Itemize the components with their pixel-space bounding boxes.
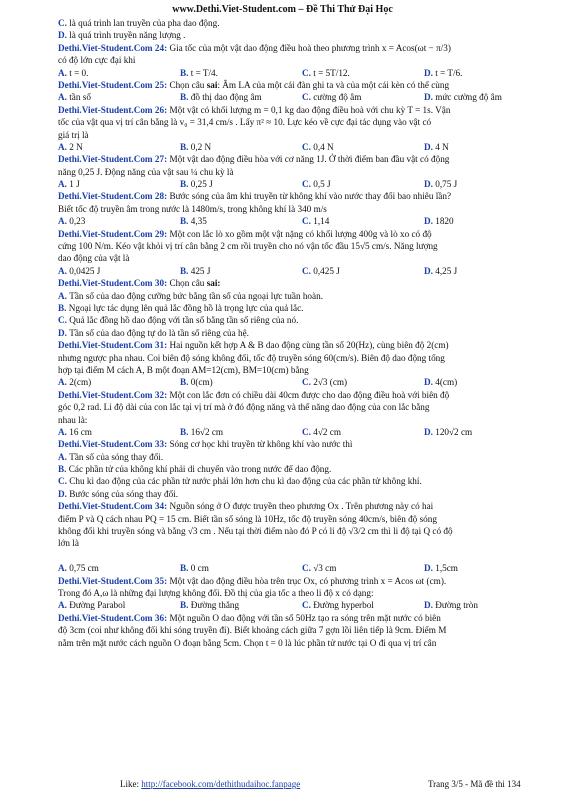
question-source: Dethi.Viet-Student.Com 30:	[58, 278, 170, 289]
text-line	[58, 376, 548, 388]
question-source: Dethi.Viet-Student.Com 32:	[58, 389, 170, 400]
line-text: Trong đó A,ω là những đại lượng không đổi. Đồ thị của gia tốc a theo li độ x có dạng:	[58, 587, 374, 598]
line-text: 16√2 cm	[190, 426, 224, 437]
answer-choice	[302, 141, 424, 153]
line-text: nhưng ngược pha nhau. Coi biên độ sóng không đổi, tốc độ truyền sóng 60(cm/s). Biên độ dao động tổng	[58, 352, 445, 363]
answer-choice	[58, 29, 186, 41]
line-text: 2 N	[69, 141, 83, 152]
line-text: Nguồn sóng ở O được truyền theo phương Ox . Trên phương này có hai	[169, 501, 434, 512]
text-line	[58, 426, 548, 438]
choice-letter: D.	[424, 377, 436, 388]
choice-letter: B.	[180, 600, 191, 611]
answer-choice	[302, 178, 424, 190]
question-source: Dethi.Viet-Student.Com 29:	[58, 228, 170, 239]
line-text: Tần số của sóng thay đổi.	[69, 451, 164, 462]
line-text: dao động của vật là	[58, 253, 130, 264]
answer-choice	[180, 91, 302, 103]
line-text: Các phần tử của không khí phải di chuyển vào trong nước để dao động.	[68, 464, 332, 475]
line-text: : Âm LA của một cái đàn ghi ta và của một cái kèn có thể cùng	[217, 79, 450, 90]
answer-choice	[58, 314, 299, 326]
line-text: Chọn câu	[169, 278, 207, 289]
line-text: 0,2 N	[190, 141, 212, 152]
choice-letter: C.	[302, 67, 314, 78]
line-text: 4√2 cm	[313, 426, 341, 437]
choice-letter: D.	[424, 600, 436, 611]
choice-letter: A.	[58, 426, 70, 437]
line-text: Đường Parabol	[69, 600, 126, 611]
answer-choice	[58, 141, 180, 153]
line-text: độ 3cm (coi như không đổi khi sóng truyền đi). Biết khoảng cách giữa 7 gợn lồi liên tiếp là 9cm. Điểm M	[58, 625, 447, 636]
line-text: tần số	[69, 92, 91, 103]
line-text: 0(cm)	[190, 377, 213, 388]
line-text: t = T/6.	[435, 67, 463, 78]
answer-choice	[180, 141, 302, 153]
answer-choice	[302, 265, 424, 277]
choice-letter: A.	[58, 377, 70, 388]
line-text: 0,23	[69, 216, 86, 227]
line-text: nhau là:	[58, 414, 88, 425]
text-line	[58, 599, 548, 611]
line-text: 0,425 J	[313, 265, 340, 276]
choice-letter: B.	[180, 67, 191, 78]
text-line	[58, 488, 548, 500]
answer-choice	[424, 562, 546, 574]
line-text: có độ lớn cực đại khi	[58, 55, 136, 66]
text-line	[58, 513, 548, 525]
line-text: 2(cm)	[69, 377, 92, 388]
text-line	[58, 190, 548, 202]
text-line	[58, 240, 548, 252]
line-text: Bước sóng của sóng thay đổi.	[69, 488, 179, 499]
choice-letter: D.	[424, 179, 436, 190]
text-line	[58, 438, 548, 450]
line-text: tốc của vật qua vị trí cân bằng là v₀ = 31,4 cm/s . Lấy π² ≈ 10. Lực kéo về cực đại tác dụng vào vật có	[58, 117, 432, 128]
text-line	[58, 228, 548, 240]
choice-letter: C.	[58, 315, 70, 326]
line-text: Đường hyperbol	[313, 600, 374, 611]
answer-choice	[180, 178, 302, 190]
choice-letter: B.	[180, 216, 191, 227]
choice-letter: A.	[58, 290, 70, 301]
answer-choice	[58, 290, 323, 302]
text-line	[58, 339, 548, 351]
text-line	[58, 612, 548, 624]
text-line	[58, 451, 548, 463]
line-text: Đường thẳng	[190, 600, 240, 611]
line-text: Một nguồn O dao động với tần số 50Hz tạo ra sóng trên mặt nước có biên	[169, 612, 441, 623]
line-text: t = 0.	[69, 67, 89, 78]
choice-letter: A.	[58, 216, 70, 227]
text-line	[58, 314, 548, 326]
choice-letter: B.	[180, 92, 191, 103]
answer-choice	[424, 67, 546, 79]
choice-letter: C.	[302, 265, 314, 276]
line-text: 0 cm	[190, 563, 209, 574]
line-text: đồ thị dao động âm	[190, 92, 262, 103]
line-text: Một con lắc đơn có chiều dài 40cm được cho dao động điều hoà với biên độ	[169, 389, 450, 400]
text-line	[58, 401, 548, 413]
answer-choice	[180, 562, 302, 574]
line-text: góc 0,2 rad. Li độ dài của con lắc tại vị trí mà ở đó động năng và thế năng dao động của con lắc bằng	[58, 402, 430, 413]
page-header	[0, 4, 565, 16]
text-line	[58, 637, 548, 649]
line-text: 1,14	[313, 216, 330, 227]
line-text: Một vật dao động điều hòa trên trục Ox, có phương trình x = Acos ωt (cm).	[169, 575, 447, 586]
answer-choice	[424, 599, 546, 611]
question-body	[58, 17, 548, 649]
text-line	[58, 104, 548, 116]
line-text: Chu kì dao động của các phần tử nước phải lớn hơn chu kì dao động của các phần tử không khí.	[69, 476, 422, 487]
question-source: Dethi.Viet-Student.Com 35:	[58, 575, 170, 586]
text-line	[58, 475, 548, 487]
text-line	[58, 562, 548, 574]
choice-letter: C.	[302, 216, 314, 227]
line-text: điểm P và Q cách nhau PQ = 15 cm. Biết tần số sóng là 10Hz, tốc độ truyền sóng 40cm/s, biên độ sóng	[58, 513, 437, 524]
text-line	[58, 42, 548, 54]
choice-letter: B.	[180, 426, 191, 437]
text-line	[58, 29, 548, 41]
text-line	[58, 624, 548, 636]
text-line	[58, 537, 548, 549]
text-line	[58, 166, 548, 178]
choice-letter: A.	[58, 563, 70, 574]
line-text: 0,0425 J	[69, 265, 101, 276]
answer-choice	[58, 17, 220, 29]
choice-letter: B.	[180, 563, 191, 574]
text-line	[58, 178, 548, 190]
question-source: Dethi.Viet-Student.Com 28:	[58, 191, 170, 202]
text-line	[58, 575, 548, 587]
question-source: Dethi.Viet-Student.Com 24:	[58, 42, 170, 53]
line-text: 0,5 J	[313, 179, 331, 190]
line-text: Biết tốc độ truyền âm trong nước là 1480m/s, trong không khí là 340 m/s	[58, 203, 327, 214]
line-text: 2√3 (cm)	[313, 377, 348, 388]
text-line	[58, 389, 548, 401]
answer-choice	[58, 488, 180, 500]
text-line	[58, 54, 548, 66]
header-site: www.Dethi.Viet-Student.com	[172, 4, 297, 15]
line-text: 16 cm	[69, 426, 92, 437]
answer-choice	[58, 599, 180, 611]
line-text: Quả lắc đồng hồ dao động với tần số bằng tần số riêng của nó.	[69, 315, 299, 326]
line-text: 0,75 J	[435, 179, 458, 190]
choice-letter: A.	[58, 265, 70, 276]
text-line	[58, 153, 548, 165]
text-line	[58, 364, 548, 376]
line-text: 0,75 cm	[69, 563, 99, 574]
page-number: Trang 3/5 - Mã đề thi 134	[428, 779, 521, 789]
question-source: Dethi.Viet-Student.Com 34:	[58, 501, 170, 512]
answer-choice	[58, 562, 180, 574]
text-line	[58, 500, 548, 512]
text-line	[58, 79, 548, 91]
answer-choice	[424, 215, 546, 227]
text-line	[58, 141, 548, 153]
answer-choice	[302, 91, 424, 103]
answer-choice	[302, 426, 424, 438]
answer-choice	[424, 426, 546, 438]
choice-letter: B.	[180, 179, 191, 190]
choice-letter: B.	[180, 141, 191, 152]
line-text: 4 N	[435, 141, 449, 152]
line-text: Bước sóng của âm khi truyền từ không khí vào nước thay đổi bao nhiêu lần?	[169, 191, 452, 202]
footer-like	[120, 778, 300, 790]
choice-letter: C.	[302, 92, 314, 103]
choice-letter: A.	[58, 179, 70, 190]
answer-choice	[424, 178, 546, 190]
choice-letter: D.	[424, 92, 436, 103]
text-line	[58, 463, 548, 475]
choice-letter: C.	[302, 179, 314, 190]
answer-choice	[58, 178, 180, 190]
line-text: 0,25 J	[190, 179, 213, 190]
line-text: không đổi khi truyền sóng và bằng √3 cm . Nếu tại thời điểm nào đó P có li độ √3/2 cm thì li độ tại Q có độ	[58, 526, 453, 537]
line-text: 120√2 cm	[435, 426, 473, 437]
text-line	[58, 352, 548, 364]
line-text: cường độ âm	[313, 92, 362, 103]
line-text: 1 J	[69, 179, 80, 190]
answer-choice	[180, 426, 302, 438]
line-text: Một vật có khối lượng m = 0,1 kg dao động điều hoà với chu kỳ T = 1s. Vận	[169, 104, 451, 115]
answer-choice	[58, 302, 304, 314]
answer-choice	[180, 265, 302, 277]
line-text: là quá trình lan truyền của pha dao động.	[69, 18, 220, 28]
answer-choice	[58, 67, 180, 79]
answer-choice	[180, 215, 302, 227]
footer-like-label: Like:	[120, 779, 142, 789]
line-text: giá trị là	[58, 129, 89, 140]
line-text: Đường tròn	[435, 600, 478, 611]
answer-choice	[302, 67, 424, 79]
choice-letter: B.	[58, 302, 69, 313]
answer-choice	[58, 463, 332, 475]
choice-letter: A.	[58, 92, 70, 103]
line-text: Hai nguồn kết hợp A & B dao động cùng tần số 20(Hz), cùng biên độ 2(cm)	[169, 340, 449, 351]
choice-letter: C.	[302, 141, 314, 152]
line-text: t = T/4.	[190, 67, 218, 78]
choice-letter: C.	[302, 563, 314, 574]
question-source: Dethi.Viet-Student.Com 36:	[58, 612, 170, 623]
line-text: là quá trình truyền năng lượng .	[69, 30, 186, 41]
line-text: nằm trên mặt nước cách nguồn O đoạn bằng 5cm. Chọn t = 0 là lúc phần tử nước tại O đi qua vị trí cân	[58, 637, 437, 648]
question-source: Dethi.Viet-Student.Com 27:	[58, 154, 170, 165]
answer-choice	[424, 376, 546, 388]
text-line	[58, 129, 548, 141]
text-line	[58, 67, 548, 79]
line-text: 425 J	[190, 265, 211, 276]
answer-choice	[58, 215, 180, 227]
text-line	[58, 290, 548, 302]
choice-letter: B.	[180, 377, 191, 388]
question-source: Dethi.Viet-Student.Com 26:	[58, 104, 170, 115]
choice-letter: B.	[58, 464, 69, 475]
text-line	[58, 203, 548, 215]
text-line	[58, 116, 548, 128]
choice-letter: D.	[424, 265, 436, 276]
line-text: √3 cm	[313, 563, 337, 574]
line-text: sai	[206, 79, 218, 90]
question-source: Dethi.Viet-Student.Com 33:	[58, 439, 170, 450]
line-text: Một vật dao động điều hòa với cơ năng 1J. Ở thời điểm ban đầu vật có động	[169, 154, 450, 165]
line-text: 1820	[435, 216, 454, 227]
choice-letter: C.	[58, 476, 70, 487]
line-text: Sóng cơ học khi truyền từ không khí vào nước thì	[169, 439, 353, 450]
answer-choice	[180, 599, 302, 611]
answer-choice	[180, 67, 302, 79]
answer-choice	[58, 265, 180, 277]
answer-choice	[302, 599, 424, 611]
line-text: Gia tốc của một vật dao động điều hoà theo phương trình x = Acos(ωt − π/3)	[169, 42, 451, 53]
line-text: sai:	[206, 278, 221, 289]
text-line	[58, 414, 548, 426]
choice-letter: D.	[424, 141, 436, 152]
text-line	[58, 525, 548, 537]
facebook-link[interactable]: http://facebook.com/dethithudaihoc.fanpage	[141, 779, 301, 789]
choice-letter: D.	[424, 563, 436, 574]
text-line	[58, 215, 548, 227]
question-source: Dethi.Viet-Student.Com 31:	[58, 340, 170, 351]
line-text: Một con lắc lò xo gồm một vật nặng có khối lượng 400g và lò xo có độ	[169, 228, 432, 239]
text-line	[58, 587, 548, 599]
text-line	[58, 91, 548, 103]
choice-letter: D.	[424, 216, 436, 227]
answer-choice	[302, 562, 424, 574]
line-text: lớn là	[58, 538, 79, 549]
text-line	[58, 302, 548, 314]
choice-letter: B.	[180, 265, 191, 276]
line-text: Tần số của dao động cưỡng bức bằng tần số của ngoại lực tuần hoàn.	[69, 290, 323, 301]
choice-letter: A.	[58, 451, 70, 462]
answer-choice	[58, 376, 180, 388]
line-text: 4,35	[190, 216, 207, 227]
line-text: Chọn câu	[169, 79, 207, 90]
text-line	[58, 277, 548, 289]
answer-choice	[180, 376, 302, 388]
text-line	[58, 550, 548, 562]
text-line	[58, 327, 548, 339]
answer-choice	[58, 426, 180, 438]
choice-letter: D.	[58, 327, 70, 338]
choice-letter: C.	[302, 377, 314, 388]
line-text: 1,5cm	[435, 563, 458, 574]
choice-letter: D.	[58, 30, 70, 41]
line-text: mức cường độ âm	[435, 92, 502, 103]
answer-choice	[58, 327, 249, 339]
choice-letter: A.	[58, 67, 70, 78]
line-text: 4(cm)	[435, 377, 458, 388]
answer-choice	[302, 376, 424, 388]
line-text: cứng 100 N/m. Kéo vật khỏi vị trí cân bằng 2 cm rồi truyền cho nó vận tốc đầu 15√5 cm/s. Năng lượng	[58, 241, 438, 252]
answer-choice	[424, 91, 546, 103]
choice-letter: C.	[302, 426, 314, 437]
answer-choice	[58, 91, 180, 103]
choice-letter: A.	[58, 141, 70, 152]
choice-letter: A.	[58, 600, 70, 611]
text-line	[58, 17, 548, 29]
line-text: 4,25 J	[435, 265, 458, 276]
choice-letter: C.	[58, 18, 70, 28]
text-line	[58, 252, 548, 264]
answer-choice	[58, 475, 422, 487]
answer-choice	[58, 451, 180, 463]
choice-letter: D.	[424, 67, 436, 78]
header-title: Đề Thi Thử Đại Học	[306, 4, 393, 15]
answer-choice	[302, 215, 424, 227]
line-text: 0,4 N	[313, 141, 334, 152]
question-source: Dethi.Viet-Student.Com 25:	[58, 79, 170, 90]
line-text: Tần số của dao động tự do là tần số riêng của hệ.	[69, 327, 249, 338]
line-text: Ngoại lực tác dụng lên quả lắc đồng hồ là trọng lực của quả lắc.	[68, 302, 304, 313]
answer-choice	[424, 265, 546, 277]
answer-choice	[424, 141, 546, 153]
choice-letter: C.	[302, 600, 314, 611]
choice-letter: D.	[58, 488, 70, 499]
header-sep: –	[296, 4, 307, 15]
text-line	[58, 265, 548, 277]
line-text: năng 0,25 J. Động năng của vật sau ¼ chu kỳ là	[58, 166, 234, 177]
choice-letter: D.	[424, 426, 436, 437]
line-text: hợp tại điểm M cách A, B một đoạn AM=12(cm), BM=10(cm) bằng	[58, 364, 309, 375]
line-text: t = 5T/12.	[313, 67, 350, 78]
